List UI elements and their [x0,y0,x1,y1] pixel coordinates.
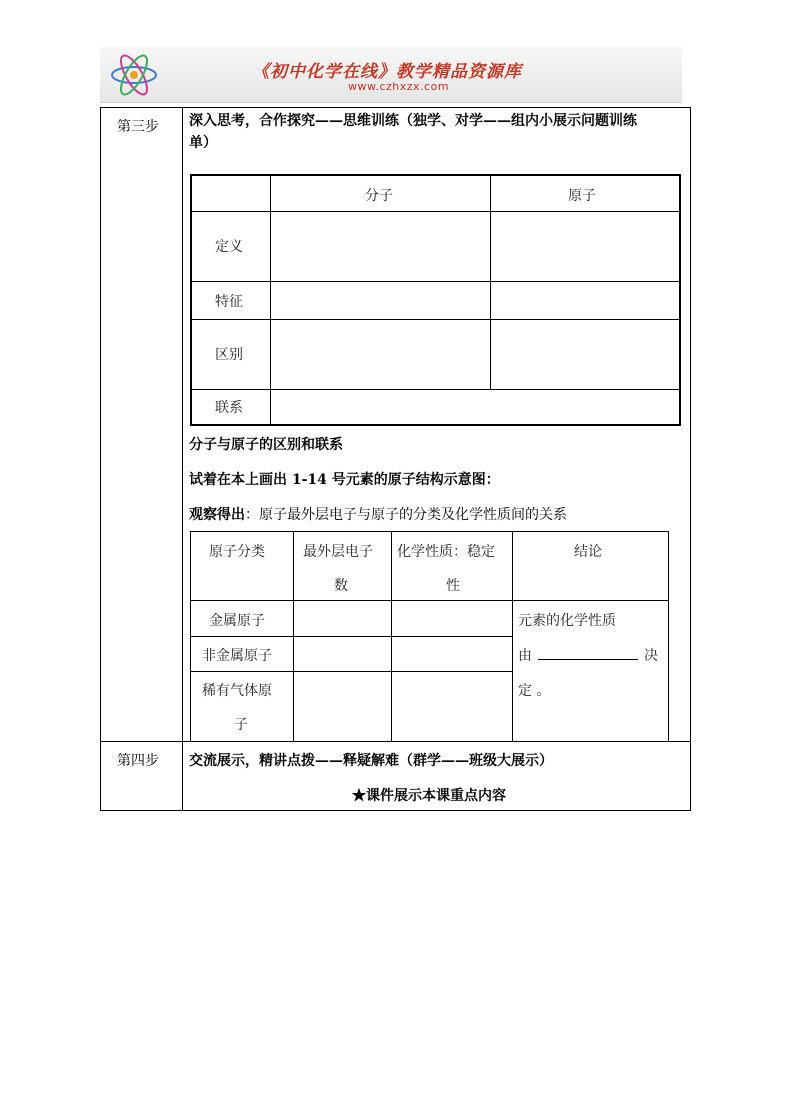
table1-row-feature: 特征 [215,294,243,310]
banner-url: www.czhxzx.com [348,80,450,93]
observe-label: 观察得出 [189,507,245,523]
conclusion-blank[interactable] [538,645,638,660]
table1-header-molecule: 分子 [365,188,393,204]
observe-line [189,504,567,524]
conclusion-line1: 元素的化学性质 [518,613,616,629]
atom-classification-table [190,531,669,742]
table2-row-nonmetal: 非金属原子 [202,648,272,664]
table2-row-metal: 金属原子 [209,613,265,629]
column-divider [182,107,183,811]
table2-row-noble-line1: 稀有气体原 [202,683,272,699]
table2-header-property-line2: 性 [446,578,460,594]
table2-row-noble-line2: 子 [234,717,248,733]
step3-heading-line2: 单） [189,135,217,151]
header-banner [100,47,682,103]
table2-header-conclusion: 结论 [574,544,602,560]
molecule-atom-table [190,174,681,426]
table1-header-atom: 原子 [568,188,596,204]
step3-label: 第三步 [117,119,159,135]
table2-header-classification: 原子分类 [209,544,265,560]
table2-header-electrons-line1: 最外层电子 [303,544,373,560]
conclusion-line3: 定 。 [518,683,551,699]
relation-line: 分子与原子的区别和联系 [189,437,343,453]
table2-header-property-line1: 化学性质：稳定 [397,544,495,560]
step3-heading-line1: 深入思考，合作探究——思维训练（独学、对学——组内小展示问题训练 [189,113,637,129]
conclusion-line2 [518,645,658,665]
conclusion-by: 由 [518,648,532,664]
table1-row-definition: 定义 [215,239,243,255]
table1-row-difference: 区别 [215,347,243,363]
step4-label: 第四步 [117,753,159,769]
banner-title: 《初中化学在线》教学精品资源库 [252,62,522,82]
observe-text: ：原子最外层电子与原子的分类及化学性质间的关系 [245,507,567,523]
conclusion-decide: 决 [644,648,658,664]
step4-subheading: ★课件展示本课重点内容 [352,788,506,804]
table2-header-electrons-line2: 数 [334,578,348,594]
atom-logo-icon [108,53,160,97]
step4-heading: 交流展示，精讲点拨——释疑解难（群学——班级大展示） [189,753,553,769]
table1-row-relation: 联系 [215,400,243,416]
draw-instruction: 试着在本上画出 1-14 号元素的原子结构示意图： [189,472,500,488]
